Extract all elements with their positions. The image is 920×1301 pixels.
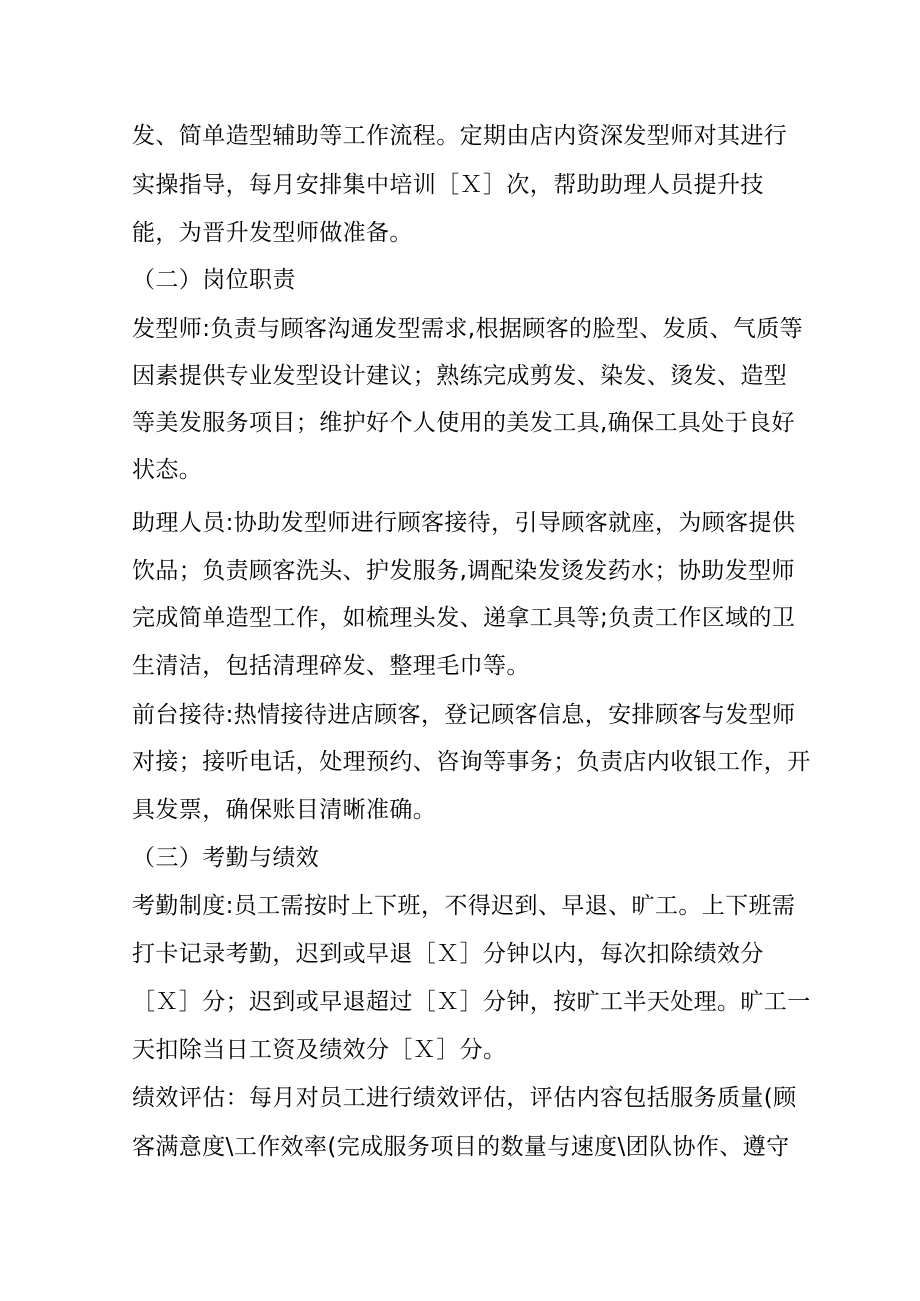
text-line: 生清洁，包括清理碎发、整理毛巾等。 [132,653,530,679]
text-line: 发型师:负责与顾客沟通发型需求,根据顾客的脸型、发质、气质等 [132,316,804,342]
text-line: 完成简单造型工作，如梳理头发、递拿工具等;负责工作区域的卫 [132,605,796,631]
text-line: 客满意度\工作效率(完成服务项目的数量与速度\团队协作、遵守 [132,1134,790,1160]
text-line: 前台接待:热情接待进店顾客，登记顾客信息，安排顾客与发型师 [132,702,796,728]
text-line: 实操指导，每月安排集中培训［Ｘ］次，帮助助理人员提升技 [132,172,764,198]
text-line: 状态。 [132,457,203,483]
text-line: 因素提供专业发型设计建议；熟练完成剪发、染发、烫发、造型 [132,363,788,389]
text-line: 对接；接听电话，处理预约、咨询等事务；负责店内收银工作，开 [132,749,811,775]
text-line: 具发票，确保账目清晰准确。 [132,797,437,823]
text-line: 等美发服务项目；维护好个人使用的美发工具,确保工具处于良好 [132,410,795,436]
section-heading: （二）岗位职责 [132,267,296,293]
text-line: 绩效评估：每月对员工进行绩效评估，评估内容包括服务质量(顾 [132,1085,797,1111]
text-line: 能，为晋升发型师做准备。 [132,220,413,246]
text-line: 打卡记录考勤，迟到或早退［Ｘ］分钟以内，每次扣除绩效分 [132,941,764,967]
text-line: 发、简单造型辅助等工作流程。定期由店内资深发型师对其进行 [132,123,788,149]
text-line: ［Ｘ］分；迟到或早退超过［Ｘ］分钟，按旷工半天处理。旷工一 [132,989,811,1015]
text-line: 助理人员:协助发型师进行顾客接待，引导顾客就座，为顾客提供 [132,510,796,536]
text-line: 饮品；负责顾客洗头、护发服务,调配染发烫发药水；协助发型师 [132,558,795,584]
section-heading: （三）考勤与绩效 [132,845,320,871]
text-line: 考勤制度:员工需按时上下班，不得迟到、早退、旷工。上下班需 [132,893,796,919]
text-line: 天扣除当日工资及绩效分［Ｘ］分。 [132,1037,507,1063]
